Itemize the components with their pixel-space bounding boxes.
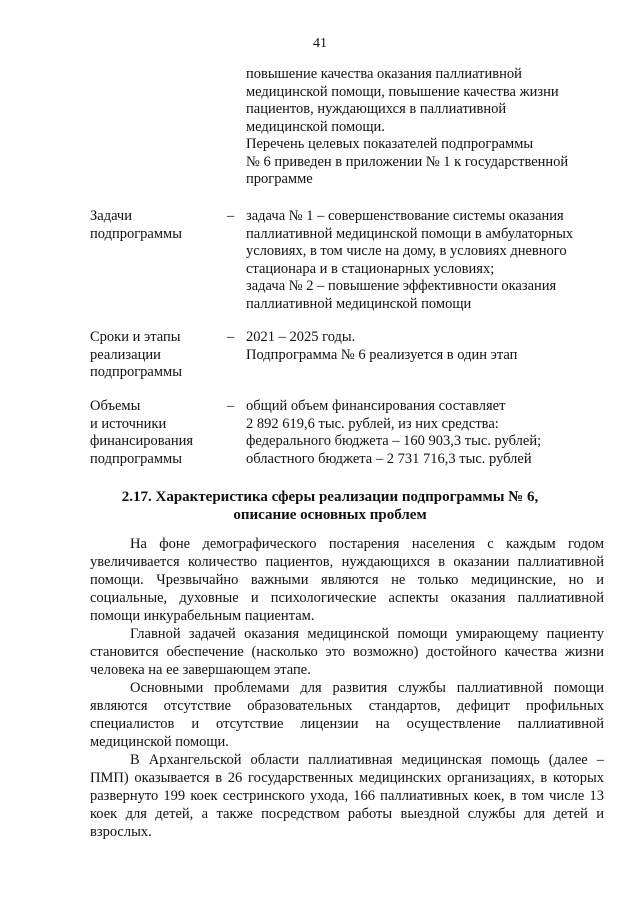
label-line: подпрограммы bbox=[90, 364, 182, 380]
text-line: пациентов, нуждающихся в паллиативной bbox=[246, 101, 507, 117]
text-line: повышение качества оказания паллиативной bbox=[246, 66, 522, 82]
heading-line: описание основных проблем bbox=[233, 507, 427, 523]
text-line: № 6 приведен в приложении № 1 к государственной bbox=[246, 153, 569, 170]
body-text bbox=[90, 535, 604, 841]
value-line: задача № 1 – совершенствование системы оказания bbox=[246, 208, 564, 224]
paragraph: В Архангельской области паллиативная медицинская помощь (далее – ПМП) оказывается в 26 государственных медицинских организациях, в которых развернуто 199 коек сестринского ухода, 166 паллиативных коек, в том числе 13 коек для детей, а также посредством работы выездной службы для детей и взрослых. bbox=[90, 752, 604, 840]
row-value bbox=[246, 329, 618, 364]
label-line: финансирования bbox=[90, 433, 194, 449]
paragraph: На фоне демографического постарения населения с каждым годом увеличивается количество пациентов, нуждающихся в оказании паллиативной помощи. Чрезвычайно важными являются не только медицинские, но и социальные, духовные и психологические аспекты оказания паллиативной помощи инкурабельным пациентам. bbox=[90, 536, 604, 624]
value-line: условиях, в том числе на дому, в условиях дневного bbox=[246, 243, 567, 259]
value-line: Подпрограмма № 6 реализуется в один этап bbox=[246, 346, 518, 363]
row-dash: – bbox=[227, 329, 235, 345]
row-value bbox=[246, 398, 618, 468]
row-dash: – bbox=[227, 208, 235, 224]
text-line: медицинской помощи. bbox=[246, 118, 385, 135]
paragraph: Основными проблемами для развития службы паллиативной помощи являются отсутствие образовательных стандартов, дефицит профильных специалистов и отсутствие лицензии на осуществление паллиативной медицинской помощи. bbox=[90, 680, 604, 750]
value-line: стационара и в стационарных условиях; bbox=[246, 260, 495, 277]
label-line: Объемы bbox=[90, 398, 141, 414]
row-label bbox=[90, 329, 220, 382]
row-label bbox=[90, 398, 220, 468]
value-line: федерального бюджета – 160 903,3 тыс. рублей; bbox=[246, 433, 542, 449]
text-line: Перечень целевых показателей подпрограммы bbox=[246, 136, 534, 152]
label-line: подпрограммы bbox=[90, 450, 182, 467]
label-line: Задачи bbox=[90, 208, 132, 224]
value-line: паллиативной медицинской помощи bbox=[246, 295, 472, 312]
value-line: общий объем финансирования составляет bbox=[246, 398, 506, 414]
label-line: и источники bbox=[90, 415, 167, 432]
paragraph: Главной задачей оказания медицинской помощи умирающему пациенту становится обеспечение (насколько это возможно) достойного качества жизни человека на ее завершающем этапе. bbox=[90, 626, 604, 678]
heading-line: 2.17. Характеристика сферы реализации подпрограммы № 6, bbox=[121, 489, 539, 505]
row-label bbox=[90, 208, 220, 243]
value-line: паллиативной медицинской помощи в амбулаторных bbox=[246, 225, 574, 242]
row-dash: – bbox=[227, 398, 235, 414]
label-line: подпрограммы bbox=[90, 225, 182, 242]
text-line: программе bbox=[246, 171, 313, 187]
continuation-text bbox=[246, 66, 606, 189]
section-heading bbox=[60, 488, 600, 524]
text-line: медицинской помощи, повышение качества жизни bbox=[246, 83, 559, 100]
value-line: 2021 – 2025 годы. bbox=[246, 329, 356, 345]
page-number: 41 bbox=[313, 36, 327, 51]
value-line: областного бюджета – 2 731 716,3 тыс. рублей bbox=[246, 450, 532, 467]
row-value bbox=[246, 208, 618, 313]
label-line: реализации bbox=[90, 346, 161, 363]
label-line: Сроки и этапы bbox=[90, 329, 181, 345]
value-line: 2 892 619,6 тыс. рублей, из них средства: bbox=[246, 415, 499, 432]
value-line: задача № 2 – повышение эффективности оказания bbox=[246, 278, 557, 294]
